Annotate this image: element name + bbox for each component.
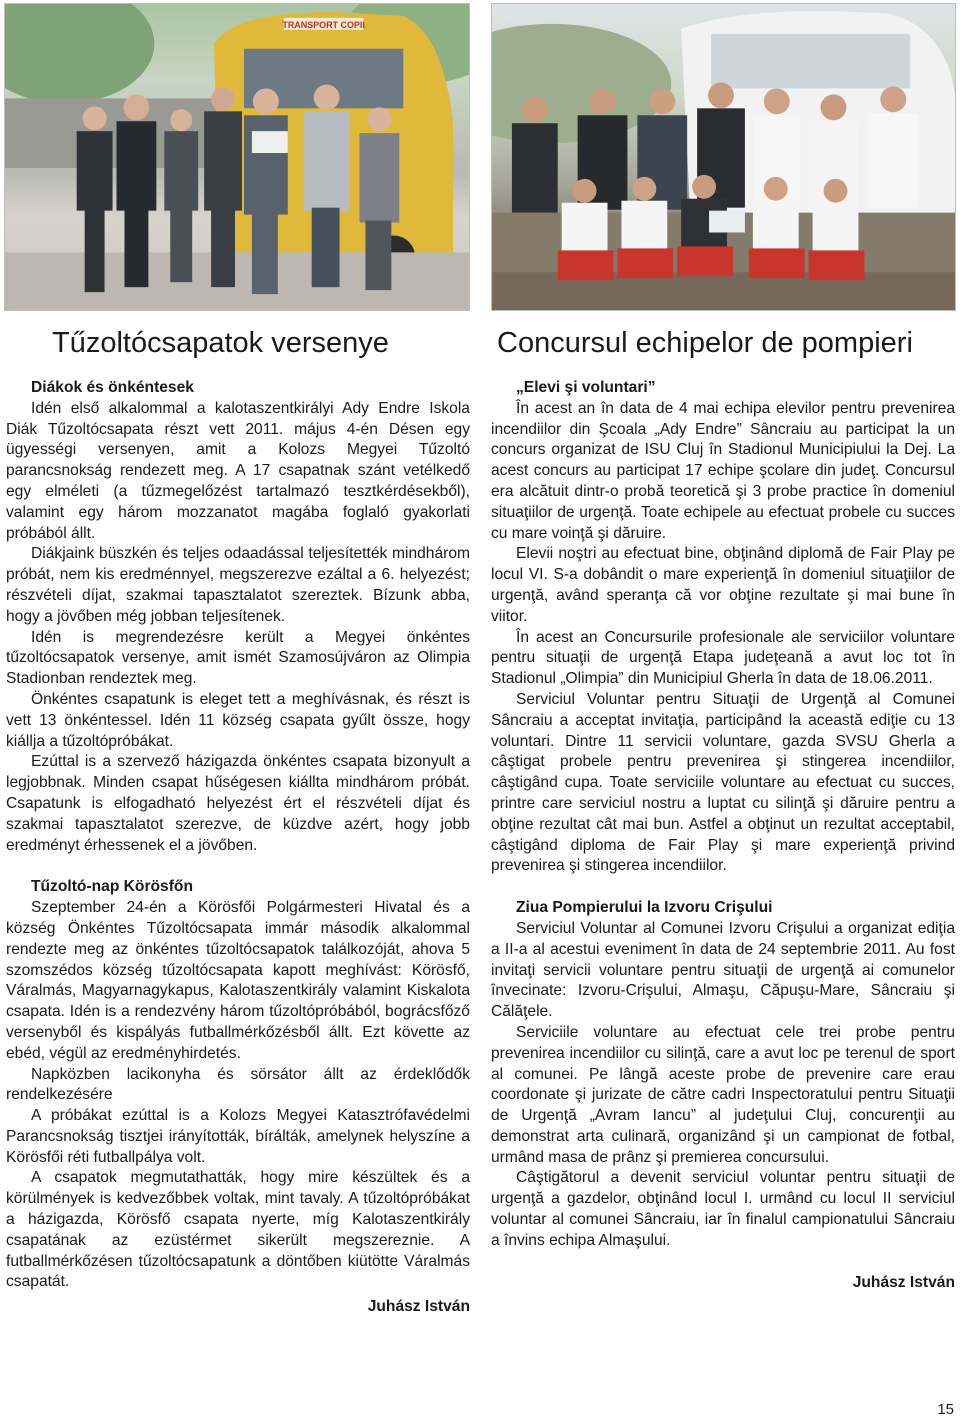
paragraph: A próbákat ezúttal is a Kolozs Megyei Katasztrófavédelmi Parancsnokság tisztjei irányították, bírálták, amelynek helyszíne a Körösfői réti futballpálya volt. — [6, 1107, 470, 1166]
paragraph: Szeptember 24-én a Körösfői Polgármesteri Hivatal és a község Önkéntes Tűzoltócsapata immár második alkalommal rendezte meg az önkéntes tűzoltócsapatok találkozóját, ahova 5 szomszédos község tűzoltócsapata kapott meghívást: Körösfő, Váralmás, Magyarnagykapus, Kalotaszentkirály valamint Kiskalota csapata. Idén is a rendezvény három tűzoltópróbából, bográcsfőző versenyből és kispályás futballmérkőzésből állt. Ezt követte az ebéd, végül az eredményhirdetés. — [6, 899, 470, 1062]
article-column-hungarian — [6, 378, 470, 1318]
section-heading: Tűzoltó-nap Körösfőn — [31, 878, 193, 896]
paragraph: Idén is megrendezésre került a Megyei önkéntes tűzoltócsapatok versenye, amit ismét Szamosújváron az Olimpia Stadionban rendeztek meg. — [6, 628, 470, 688]
article-title-romanian: Concursul echipelor de pompieri — [497, 327, 913, 359]
section-heading: Ziua Pompierului la Izvoru Crişului — [516, 899, 773, 917]
article-column-romanian — [491, 378, 955, 1293]
section-spacer — [491, 877, 955, 898]
photo-right-illustration — [492, 4, 955, 310]
paragraph: Serviciile voluntare au efectuat cele trei probe pentru prevenirea incendiilor cu silinţă, care a avut loc pe terenul de sport al comunei. Pe lângă aceste probe de prevenire care erau coordonate şi jurizate de către cadri Inspectoratului pentru Situaţii de Urgenţă „Avram Iancu” al judeţului Cluj, concurenţii au demonstrat arta culinară, organizând şi un campionat de fotbal, urmând masa de prânz şi premierea concursului. — [491, 1023, 955, 1166]
section-heading: „Elevi şi voluntari” — [516, 379, 656, 396]
photo-left-illustration — [5, 4, 469, 310]
page-number: 15 — [937, 1401, 954, 1418]
author-signature: Juhász István — [367, 1298, 470, 1316]
article-title-hungarian: Tűzoltócsapatok versenye — [52, 327, 389, 359]
paragraph: În acest an Concursurile profesionale ale serviciilor voluntare pentru situaţii de urgenţă Etapa judeţeană a avut loc tot în Stadionul „Olimpia” din Municipiul Gherla în data de 18.06.2011. — [491, 628, 955, 688]
paragraph: Önkéntes csapatunk is eleget tett a meghívásnak, és részt is vett 13 önkéntessel. Idén 11 község csapata gyűlt össze, hogy kiállja a tűzoltópróbákat. — [6, 690, 470, 750]
paragraph: Idén első alkalommal a kalotaszentkirályi Ady Endre Iskola Diák Tűzoltócsapata részt vett 2011. május 4-én Désen egy ügyességi versenyen, amit a Kolozs Megyei Tűzoltó parancsnokság rendezett meg. A 17 csapatnak szánt vetélkedő egy elméleti (a tűzmegelőzést tartalmazó tesztkérdésekből), valamint egy három mozzanatot magába foglaló gyakorlati próbából állt. — [6, 399, 470, 542]
paragraph: Câştigătorul a devenit serviciul voluntar pentru situaţii de urgenţă a gazdelor, obţinând locul I. urmând cu locul II serviciul voluntar al comunei Sâncraiu, iar în finalul campionatului Sâncraiu a învins echipa Almaşului. — [491, 1169, 955, 1249]
paragraph: A csapatok megmutathatták, hogy mire készültek és a körülmények is kedvezőbbek voltak, mint tavaly. A tűzoltópróbákat a házigazda, Körösfő csapata nyerte, míg Kalotaszentkirály csapatának az ezüstérmet sikerült megszereznie. A futballmérkőzésen tűzoltócsapatunk a döntőben kiütötte Váralmás csapatát. — [6, 1169, 470, 1291]
paragraph: Serviciul Voluntar al Comunei Izvoru Crişului a organizat ediţia a II-a al acestui eveniment în data de 24 septembrie 2011. Au fost invitaţi servicii voluntare pentru situaţii de urgenţă ai comunelor învecinate: Izvoru-Crişului, Almaşu, Căpuşu-Mare, Sâncraiu şi Călăţele. — [491, 919, 955, 1021]
section-spacer — [6, 856, 470, 877]
paragraph: Diákjaink büszkén és teljes odaadással teljesítették mindhárom próbát, nem kis eredménnyel, megszerezve ezáltal a 6. helyezést; részvételi díjat, szakmai tapasztalatot szereztek. Bízunk abba, hogy a jövőben még jobban teljesítenek. — [6, 545, 470, 625]
diploma — [252, 131, 288, 153]
section-heading: Diákok és önkéntesek — [31, 379, 194, 396]
paragraph: Napközben lacikonyha és sörsátor állt az érdeklődők rendelkezésére — [6, 1065, 470, 1104]
section-spacer — [491, 1252, 955, 1266]
photo-volunteer-firefighter-team — [491, 3, 956, 311]
paragraph: Elevii noştri au efectuat bine, obţinând diplomă de Fair Play pe locul VI. S-a dobândit o mare experienţă în domeniul situaţiilor de urgenţă, având speranţa că vor obţine rezultate şi mai bune în viitor. — [491, 545, 955, 625]
photo-student-firefighter-team — [4, 3, 470, 311]
van-sign-text: TRANSPORT COPII — [282, 19, 365, 30]
paragraph: Ezúttal is a szervező házigazda önkéntes csapata bizonyult a legjobbnak. Minden csapat hűségesen kiállta mindhárom próbát. Csapatunk is elfogadható helyezést ért el részvételi díjat és szakmai tapasztalatot szerezve, de küzdve azért, hogy jobb eredményt érhessenek el a jövőben. — [6, 753, 470, 854]
diploma-right — [709, 211, 745, 233]
author-signature: Juhász István — [852, 1273, 955, 1291]
paragraph: În acest an în data de 4 mai echipa elevilor pentru prevenirea incendiilor din Şcoala „Ady Endre” Sâncraiu au participat la un concurs organizat de ISU Cluj în Stadionul Municipiului la Dej. La acest concurs au participat 17 echipe şcolare din judeţ. Concursul era alcătuit dintr-o probă teoretică şi 3 probe practice în domeniul situaţiilor de urgenţă. Toate echipele au efectuat probele cu succes cu mare voinţă şi dăruire. — [491, 399, 955, 542]
paragraph: Serviciul Voluntar pentru Situaţii de Urgenţă al Comunei Sâncraiu a acceptat invitaţia, participând la această ediţie cu 13 voluntari. Dintre 11 servicii voluntare, gazda SVSU Gherla a câştigat probele pentru prevenirea şi stingerea incendiilor, câştigând cupa. Toate serviciile voluntare au efectuat cu succes, printre care serviciul nostru a luptat cu silinţă şi dăruire pentru a obţine rezultat cât mai bun. Astfel a obţinut un rezultat acceptabil, câştigând diploma de Fair Play şi mare experienţă privind prevenirea şi stingerea incendiilor. — [491, 690, 955, 875]
